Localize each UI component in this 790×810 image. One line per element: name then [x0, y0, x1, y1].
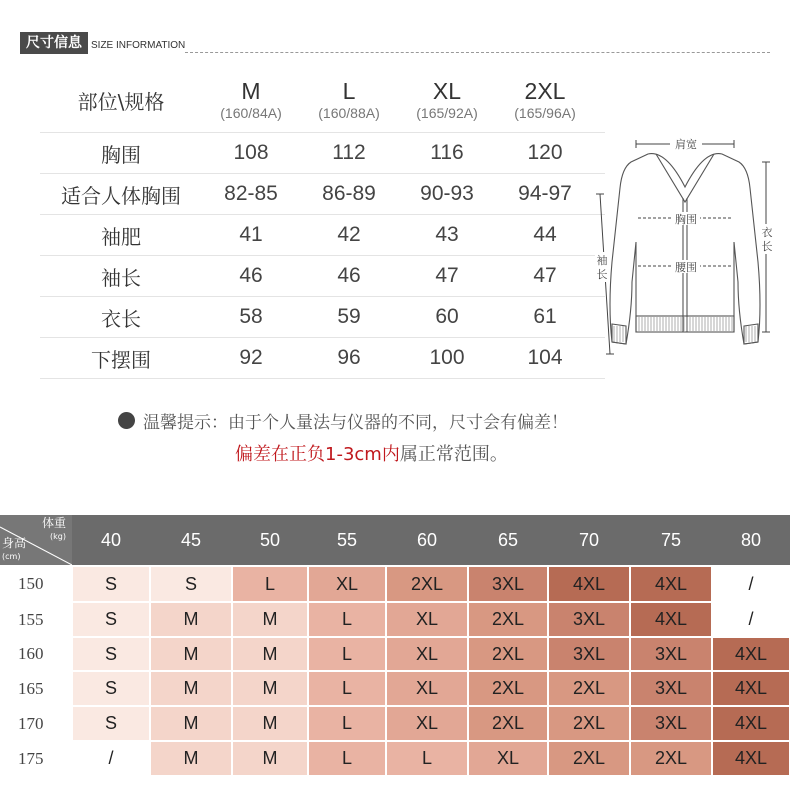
- recommended-size-cell: 2XL: [549, 742, 629, 775]
- measurement-value: 86-89: [322, 182, 376, 205]
- recommended-size-cell: S: [151, 567, 231, 601]
- recommended-size-cell: 2XL: [469, 603, 547, 636]
- recommended-size-cell: M: [151, 672, 231, 705]
- measurement-value: 120: [527, 141, 563, 164]
- tip-normal-range: 属正常范围。: [399, 444, 508, 465]
- measurement-value: 61: [533, 305, 557, 328]
- recommended-size-cell: L: [309, 638, 385, 670]
- recommended-size-cell: S: [73, 672, 149, 705]
- measurement-value: 94-97: [518, 182, 572, 205]
- size-table-row: [40, 133, 605, 174]
- recommended-size-cell: L: [309, 603, 385, 636]
- weight-header: 55: [336, 530, 358, 550]
- measurement-value: 116: [430, 141, 464, 164]
- length-label-1: 衣: [761, 226, 773, 239]
- measurement-label: 下摆围: [91, 347, 151, 372]
- recommended-size-cell: XL: [387, 707, 467, 740]
- recommended-size-cell: XL: [309, 567, 385, 601]
- recommended-size-cell: XL: [387, 603, 467, 636]
- recommended-size-cell: M: [151, 638, 231, 670]
- recommended-size-cell: XL: [387, 638, 467, 670]
- measurement-value: 108: [233, 141, 269, 164]
- recommended-size-cell: /: [73, 742, 149, 775]
- measurement-value: 96: [337, 346, 361, 369]
- measurement-value: 100: [429, 346, 465, 369]
- grid-corner: [0, 515, 72, 565]
- measurement-label: 衣长: [101, 306, 141, 331]
- recommended-size-cell: L: [309, 672, 385, 705]
- recommended-size-cell: 4XL: [713, 742, 789, 775]
- measurement-label: 袖肥: [101, 224, 141, 249]
- recommended-size-cell: 2XL: [549, 672, 629, 705]
- recommended-size-cell: 4XL: [631, 603, 711, 636]
- recommended-size-cell: 3XL: [631, 638, 711, 670]
- measurement-label: 适合人体胸围: [61, 183, 181, 208]
- size-table-row: [40, 297, 605, 338]
- bullet-dot-icon: [118, 412, 135, 429]
- height-label: 170: [18, 714, 44, 733]
- weight-header: 60: [416, 530, 438, 550]
- section-header: [20, 32, 185, 54]
- recommended-size-cell: M: [233, 603, 307, 636]
- garment-outline: [610, 154, 760, 344]
- recommended-size-cell: 4XL: [549, 567, 629, 601]
- size-name: 2XL: [524, 78, 566, 104]
- weight-header: 50: [259, 530, 281, 550]
- sleeve-label-1: 袖: [596, 254, 608, 267]
- neckline: [656, 154, 714, 202]
- recommended-size-cell: 3XL: [631, 707, 711, 740]
- measurement-value: 47: [435, 264, 459, 287]
- size-column-header: [496, 68, 594, 132]
- size-spec: (165/92A): [416, 105, 478, 121]
- size-table-row: [40, 256, 605, 297]
- size-column-header: [300, 68, 398, 132]
- recommended-size-cell: M: [233, 672, 307, 705]
- recommended-size-cell: M: [151, 742, 231, 775]
- recommended-size-cell: /: [713, 567, 789, 601]
- recommended-size-cell: /: [713, 603, 789, 636]
- tip-line-1: [118, 408, 568, 433]
- size-table-row: [40, 215, 605, 256]
- recommended-size-cell: L: [309, 742, 385, 775]
- measurement-value: 44: [533, 223, 557, 246]
- section-title: 尺寸信息: [20, 32, 88, 54]
- weight-header: 45: [180, 530, 202, 550]
- recommended-size-cell: 2XL: [631, 742, 711, 775]
- measurement-value: 46: [337, 264, 361, 287]
- recommended-size-cell: 2XL: [469, 672, 547, 705]
- measurement-value: 47: [533, 264, 557, 287]
- measurement-label: 袖长: [101, 265, 141, 290]
- height-label: 160: [18, 644, 44, 663]
- size-column-header: [398, 68, 496, 132]
- measurement-value: 42: [337, 223, 361, 246]
- recommended-size-cell: M: [151, 603, 231, 636]
- recommended-size-cell: 4XL: [713, 707, 789, 740]
- size-name: L: [342, 78, 356, 104]
- recommended-size-cell: L: [387, 742, 467, 775]
- weight-header: 70: [578, 530, 600, 550]
- recommended-size-cell: S: [73, 707, 149, 740]
- measurement-label: 胸围: [101, 142, 141, 167]
- waist-label: 腰围: [675, 261, 697, 274]
- size-name: M: [241, 78, 261, 104]
- corner-weight-label: 体重: [41, 516, 66, 530]
- recommended-size-cell: 4XL: [713, 672, 789, 705]
- recommended-size-cell: 4XL: [631, 567, 711, 601]
- measurement-value: 92: [239, 346, 263, 369]
- size-table-corner: 部位\规格: [77, 89, 165, 114]
- sleeve-label-2: 长: [596, 268, 608, 281]
- recommended-size-cell: XL: [387, 672, 467, 705]
- corner-height: [2, 537, 26, 563]
- weight-header: 80: [740, 530, 762, 550]
- corner-weight-unit: (kg): [50, 532, 66, 541]
- size-spec: (160/84A): [220, 105, 282, 121]
- measurement-value: 58: [239, 305, 263, 328]
- recommended-size-cell: S: [73, 567, 149, 601]
- tip-deviation-range: 偏差在正负1-3cm内: [235, 444, 400, 465]
- recommended-size-cell: S: [73, 603, 149, 636]
- recommended-size-cell: 2XL: [387, 567, 467, 601]
- recommended-size-cell: L: [233, 567, 307, 601]
- measurement-value: 59: [337, 305, 361, 328]
- height-label: 175: [18, 749, 44, 768]
- size-spec: (165/96A): [514, 105, 576, 121]
- recommended-size-cell: 3XL: [549, 638, 629, 670]
- measurement-value: 82-85: [224, 182, 278, 205]
- measurement-value: 43: [435, 223, 459, 246]
- size-table-row: [40, 338, 605, 379]
- weight-header: 65: [497, 530, 519, 550]
- measurement-value: 41: [239, 223, 263, 246]
- tip-line-2: [235, 440, 508, 466]
- height-label: 165: [18, 679, 44, 698]
- weight-header: 75: [660, 530, 682, 550]
- corner-height-label: 身高: [2, 536, 27, 550]
- height-label: 155: [18, 610, 44, 629]
- measurement-value: 60: [435, 305, 459, 328]
- recommended-size-cell: 2XL: [469, 707, 547, 740]
- corner-height-unit: (cm): [2, 552, 21, 561]
- recommended-size-cell: M: [233, 638, 307, 670]
- tip-text: 温馨提示：由于个人量法与仪器的不同，尺寸会有偏差！: [143, 413, 568, 433]
- recommended-size-cell: 2XL: [549, 707, 629, 740]
- weight-header: 40: [100, 530, 122, 550]
- recommended-size-cell: 3XL: [469, 567, 547, 601]
- section-subtitle: SIZE INFORMATION: [91, 40, 186, 51]
- recommended-size-cell: M: [233, 707, 307, 740]
- recommended-size-cell: L: [309, 707, 385, 740]
- shoulder-label: 肩宽: [675, 138, 697, 151]
- measurement-value: 90-93: [420, 182, 474, 205]
- size-table-row: [40, 174, 605, 215]
- recommended-size-cell: M: [233, 742, 307, 775]
- recommended-size-cell: 2XL: [469, 638, 547, 670]
- size-spec: (160/88A): [318, 105, 380, 121]
- size-table-header-row: [40, 68, 605, 133]
- chest-label: 胸围: [675, 213, 697, 226]
- measurement-value: 46: [239, 264, 263, 287]
- recommended-size-cell: 4XL: [713, 638, 789, 670]
- header-divider: [185, 52, 770, 53]
- height-label: 150: [18, 574, 44, 593]
- recommended-size-cell: XL: [469, 742, 547, 775]
- measurement-value: 104: [527, 346, 563, 369]
- recommended-size-cell: M: [151, 707, 231, 740]
- recommended-size-cell: 3XL: [631, 672, 711, 705]
- size-column-header: [202, 68, 300, 132]
- measurement-value: 112: [332, 141, 366, 164]
- cardigan-diagram: [586, 132, 786, 372]
- recommended-size-cell: S: [73, 638, 149, 670]
- recommended-size-cell: 3XL: [549, 603, 629, 636]
- size-name: XL: [432, 78, 462, 104]
- length-label-2: 长: [761, 240, 773, 253]
